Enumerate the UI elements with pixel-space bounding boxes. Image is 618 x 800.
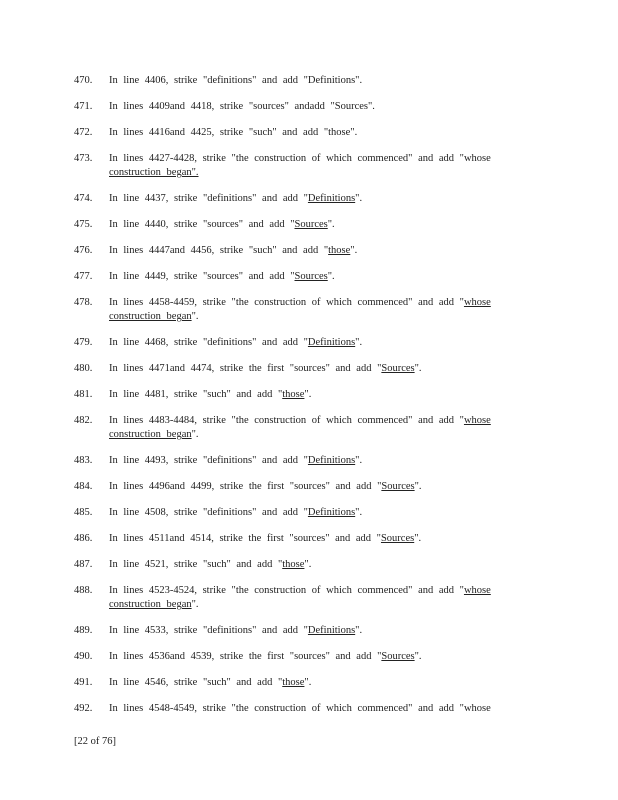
closing-quote: ". [191, 429, 199, 440]
amendment-text [109, 296, 514, 324]
amendment-number: 480. [74, 363, 93, 374]
amendment-number: 470. [74, 75, 93, 86]
added-text: Sources [294, 219, 328, 230]
amendment-text-main: In lines 4471and 4474, strike the first "sources" and add " [109, 363, 382, 374]
amendment-number: 478. [74, 297, 93, 308]
amendment-number: 491. [74, 677, 93, 688]
amendment-text [109, 152, 514, 180]
closing-quote: ". [355, 337, 363, 348]
amendment-text [109, 584, 514, 612]
amendment-text-main: In line 4508, strike "definitions" and add " [109, 507, 308, 518]
amendment-text [109, 100, 514, 114]
closing-quote: ". [414, 481, 422, 492]
added-text: Definitions [307, 507, 356, 518]
amendment-number: 473. [74, 153, 93, 164]
amendment-text-main: In lines 4536and 4539, strike the first "sources" and add " [109, 651, 382, 662]
amendment-number: 492. [74, 703, 93, 714]
amendment-text [109, 244, 514, 258]
amendment-number: 476. [74, 245, 93, 256]
added-text: those [282, 677, 305, 688]
added-text: whose [463, 297, 491, 308]
closing-quote: ". [355, 625, 363, 636]
amendment-text [109, 558, 514, 572]
closing-quote: ". [304, 559, 312, 570]
amendment-text-main: In lines 4427-4428, strike "the construction of which commenced" and add "whose [109, 153, 491, 164]
closing-quote: ". [350, 245, 358, 256]
amendment-text-main: In line 4406, strike "definitions" and add "Definitions". [109, 75, 363, 86]
closing-quote: ". [355, 193, 363, 204]
amendment-text-main: In line 4533, strike "definitions" and add " [109, 625, 308, 636]
added-text: whose [463, 585, 491, 596]
amendment-text-main: In lines 4483-4484, strike "the construction of which commenced" and add " [109, 415, 464, 426]
amendment-number: 475. [74, 219, 93, 230]
closing-quote: ". [191, 311, 199, 322]
amendment-number: 472. [74, 127, 93, 138]
amendment-text [109, 336, 514, 350]
amendment-text [109, 270, 514, 284]
amendment-text [109, 218, 514, 232]
continuation-text: construction began". [109, 167, 199, 178]
amendment-text-main: In lines 4496and 4499, strike the first "sources" and add " [109, 481, 382, 492]
closing-quote: ". [414, 651, 422, 662]
amendment-text [109, 676, 514, 690]
amendment-text [109, 454, 514, 468]
added-text: whose [463, 415, 491, 426]
amendment-text-main: In line 4493, strike "definitions" and add " [109, 455, 308, 466]
amendment-text-main: In line 4437, strike "definitions" and add " [109, 193, 308, 204]
amendment-text [109, 74, 514, 88]
amendment-text-main: In line 4521, strike "such" and add " [109, 559, 283, 570]
closing-quote: ". [327, 219, 335, 230]
amendment-number: 479. [74, 337, 93, 348]
amendment-text-main: In line 4546, strike "such" and add " [109, 677, 283, 688]
amendment-text [109, 192, 514, 206]
amendment-number: 488. [74, 585, 93, 596]
added-text-continued: construction began [109, 599, 192, 610]
amendment-number: 484. [74, 481, 93, 492]
added-text: Sources [294, 271, 328, 282]
amendment-number: 471. [74, 101, 93, 112]
closing-quote: ". [414, 363, 422, 374]
added-text: Definitions [307, 337, 356, 348]
amendment-text [109, 126, 514, 140]
amendment-text [109, 506, 514, 520]
added-text: Sources [381, 651, 415, 662]
amendment-text-main: In lines 4416and 4425, strike "such" and add "those". [109, 127, 358, 138]
added-text: those [282, 389, 305, 400]
amendment-number: 474. [74, 193, 93, 204]
added-text: those [282, 559, 305, 570]
added-text: Definitions [307, 625, 356, 636]
amendment-number: 490. [74, 651, 93, 662]
closing-quote: ". [327, 271, 335, 282]
amendment-number: 483. [74, 455, 93, 466]
amendment-number: 485. [74, 507, 93, 518]
amendment-text-main: In lines 4523-4524, strike "the construction of which commenced" and add " [109, 585, 464, 596]
amendment-text [109, 480, 514, 494]
amendment-text-main: In lines 4548-4549, strike "the construction of which commenced" and add "whose [109, 703, 491, 714]
added-text: Sources [381, 481, 415, 492]
added-text: Sources [381, 363, 415, 374]
amendment-number: 481. [74, 389, 93, 400]
closing-quote: ". [355, 507, 363, 518]
amendment-text [109, 624, 514, 638]
added-text-continued: construction began [109, 429, 192, 440]
closing-quote: ". [304, 389, 312, 400]
amendment-text [109, 702, 514, 716]
amendment-number: 489. [74, 625, 93, 636]
amendment-text-main: In lines 4447and 4456, strike "such" and add " [109, 245, 329, 256]
closing-quote: ". [414, 533, 422, 544]
closing-quote: ". [304, 677, 312, 688]
amendment-text [109, 388, 514, 402]
amendment-text-main: In lines 4458-4459, strike "the construction of which commenced" and add " [109, 297, 464, 308]
amendment-text [109, 362, 514, 376]
added-text: Sources [380, 533, 415, 544]
added-text: Definitions [307, 193, 356, 204]
closing-quote: ". [355, 455, 363, 466]
amendment-text-main: In line 4440, strike "sources" and add " [109, 219, 295, 230]
added-text: Definitions [307, 455, 356, 466]
amendment-text-main: In lines 4511and 4514, strike the first "sources" and add " [109, 533, 381, 544]
added-text: those [328, 245, 351, 256]
amendment-text [109, 532, 514, 546]
amendment-number: 482. [74, 415, 93, 426]
page-footer: [22 of 76] [74, 736, 116, 747]
amendment-number: 477. [74, 271, 93, 282]
added-text-continued: construction began [109, 311, 192, 322]
amendment-text [109, 414, 514, 442]
amendment-text-main: In line 4481, strike "such" and add " [109, 389, 283, 400]
amendment-number: 487. [74, 559, 93, 570]
amendment-text-main: In line 4468, strike "definitions" and add " [109, 337, 308, 348]
closing-quote: ". [191, 599, 199, 610]
amendment-text [109, 650, 514, 664]
amendment-text-main: In lines 4409and 4418, strike "sources" andadd "Sources". [109, 101, 375, 112]
amendment-number: 486. [74, 533, 93, 544]
amendment-text-main: In line 4449, strike "sources" and add " [109, 271, 295, 282]
